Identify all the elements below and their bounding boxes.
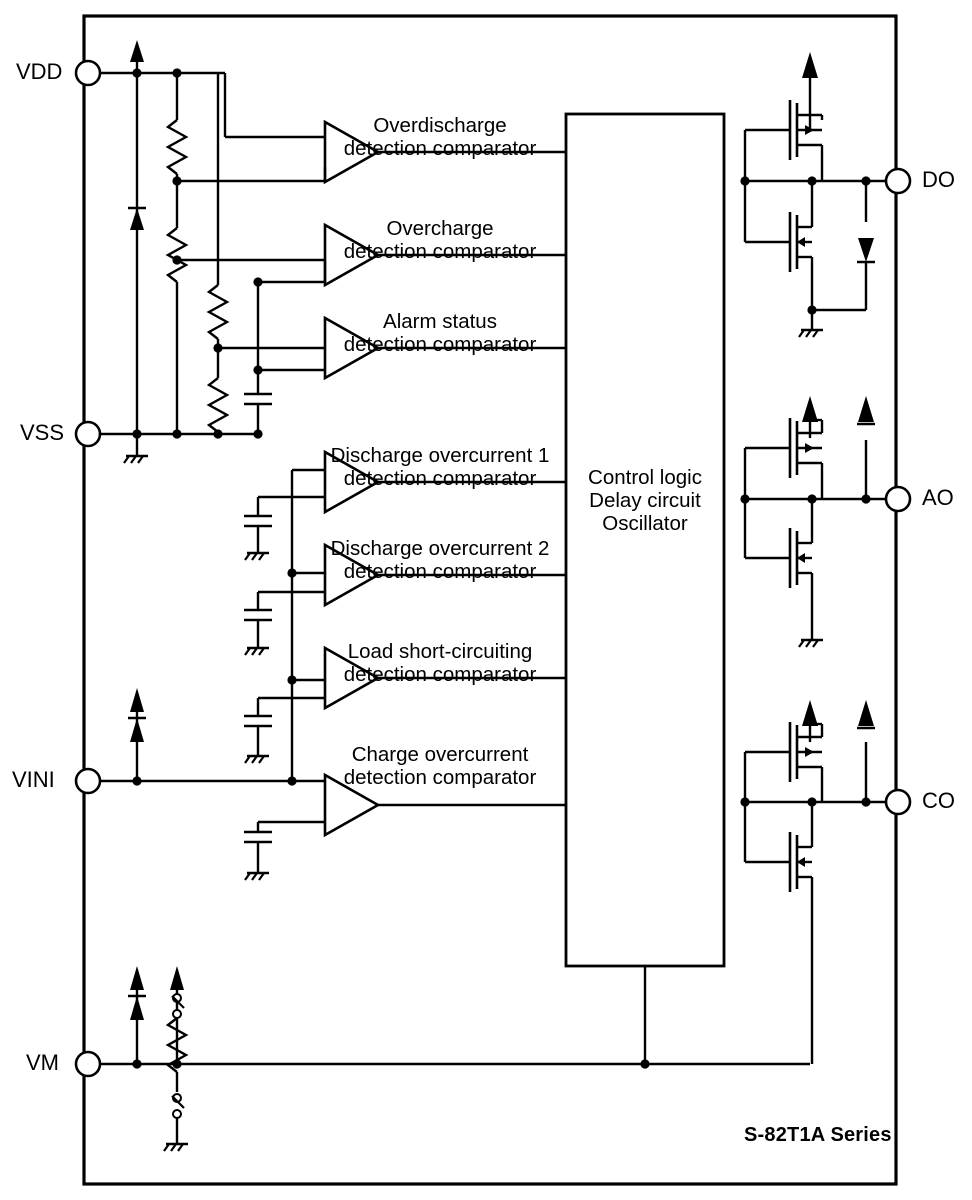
comparator-label-overdischarge [290, 115, 590, 161]
comparator-label-load-short-circuiting [290, 641, 590, 687]
pin-co [886, 790, 910, 814]
comparator-label-line2: detection comparator [343, 466, 537, 490]
comparator-label-alarm-status [290, 311, 590, 357]
ground-symbol-doc1 [245, 545, 269, 560]
esd-diode-ao [858, 396, 874, 422]
resistor-r1 [168, 120, 186, 174]
comparator-label-line2: detection comparator [343, 765, 537, 789]
pin-do [886, 169, 910, 193]
pin-label-co: CO [922, 788, 955, 813]
resistor-r2 [168, 228, 186, 282]
control-logic-line3: Oscillator [602, 511, 688, 535]
comparator-label-line1: Alarm status [383, 310, 497, 333]
esd-diode-vini-up2 [130, 718, 144, 742]
esd-diode-co [858, 700, 874, 726]
ground-symbol-vm [164, 1136, 188, 1151]
esd-diode-do [858, 238, 874, 262]
pin-ao [886, 487, 910, 511]
control-logic-line2: Delay circuit [589, 488, 701, 512]
pin-label-do: DO [922, 167, 955, 192]
ground-symbol-vss [124, 448, 148, 463]
comparator-label-line1: Charge overcurrent [351, 743, 529, 766]
ground-symbol-ao [799, 632, 823, 647]
ground-symbol-do [799, 322, 823, 337]
esd-diode-vm-res-top [170, 966, 184, 990]
comparator-label-line1: Overdischarge [373, 114, 507, 137]
pin-label-ao: AO [922, 485, 954, 510]
comparator-label-line2: detection comparator [343, 136, 537, 160]
control-logic-label [570, 467, 720, 536]
comparator-label-line1: Load short-circuiting [347, 640, 533, 663]
resistor-r4 [209, 378, 227, 432]
esd-diode-vm-up1 [130, 966, 144, 990]
comparator-label-discharge-overcurrent-2 [290, 538, 590, 584]
esd-diode-vini-up1 [130, 688, 144, 712]
esd-diode-vdd-up [130, 40, 144, 62]
comparator-label-line2: detection comparator [343, 239, 537, 263]
pin-vdd [76, 61, 100, 85]
ground-symbol-doc2 [245, 640, 269, 655]
chip-outline [84, 16, 896, 1184]
pin-label-vm: VM [26, 1050, 59, 1075]
supply-arrow-do [802, 52, 818, 78]
comparator-label-line2: detection comparator [343, 662, 537, 686]
esd-diode-vm-up2 [130, 996, 144, 1020]
comparator-label-overcharge [290, 218, 590, 264]
comparator-label-line2: detection comparator [343, 332, 537, 356]
supply-arrow-ao [802, 396, 818, 422]
series-label: S-82T1A Series [744, 1124, 892, 1146]
resistor-r3 [209, 285, 227, 339]
pin-label-vini: VINI [12, 767, 55, 792]
comparator-label-line2: detection comparator [343, 559, 537, 583]
esd-diode-vdd-down [130, 208, 144, 230]
ground-symbol-lsc [245, 748, 269, 763]
control-logic-line1: Control logic [588, 466, 702, 489]
supply-arrow-co [802, 700, 818, 726]
comparator-label-discharge-overcurrent-1 [290, 445, 590, 491]
pin-vini [76, 769, 100, 793]
pin-vm [76, 1052, 100, 1076]
comparator-label-line1: Overcharge [386, 217, 494, 240]
pin-label-vdd: VDD [16, 59, 63, 84]
pin-vss [76, 422, 100, 446]
ground-symbol-coc [245, 865, 269, 880]
comparator-label-line1: Discharge overcurrent 2 [330, 537, 550, 560]
pin-label-vss: VSS [20, 420, 65, 445]
comparator-label-line1: Discharge overcurrent 1 [330, 444, 550, 467]
comparator-label-charge-overcurrent [290, 744, 590, 790]
